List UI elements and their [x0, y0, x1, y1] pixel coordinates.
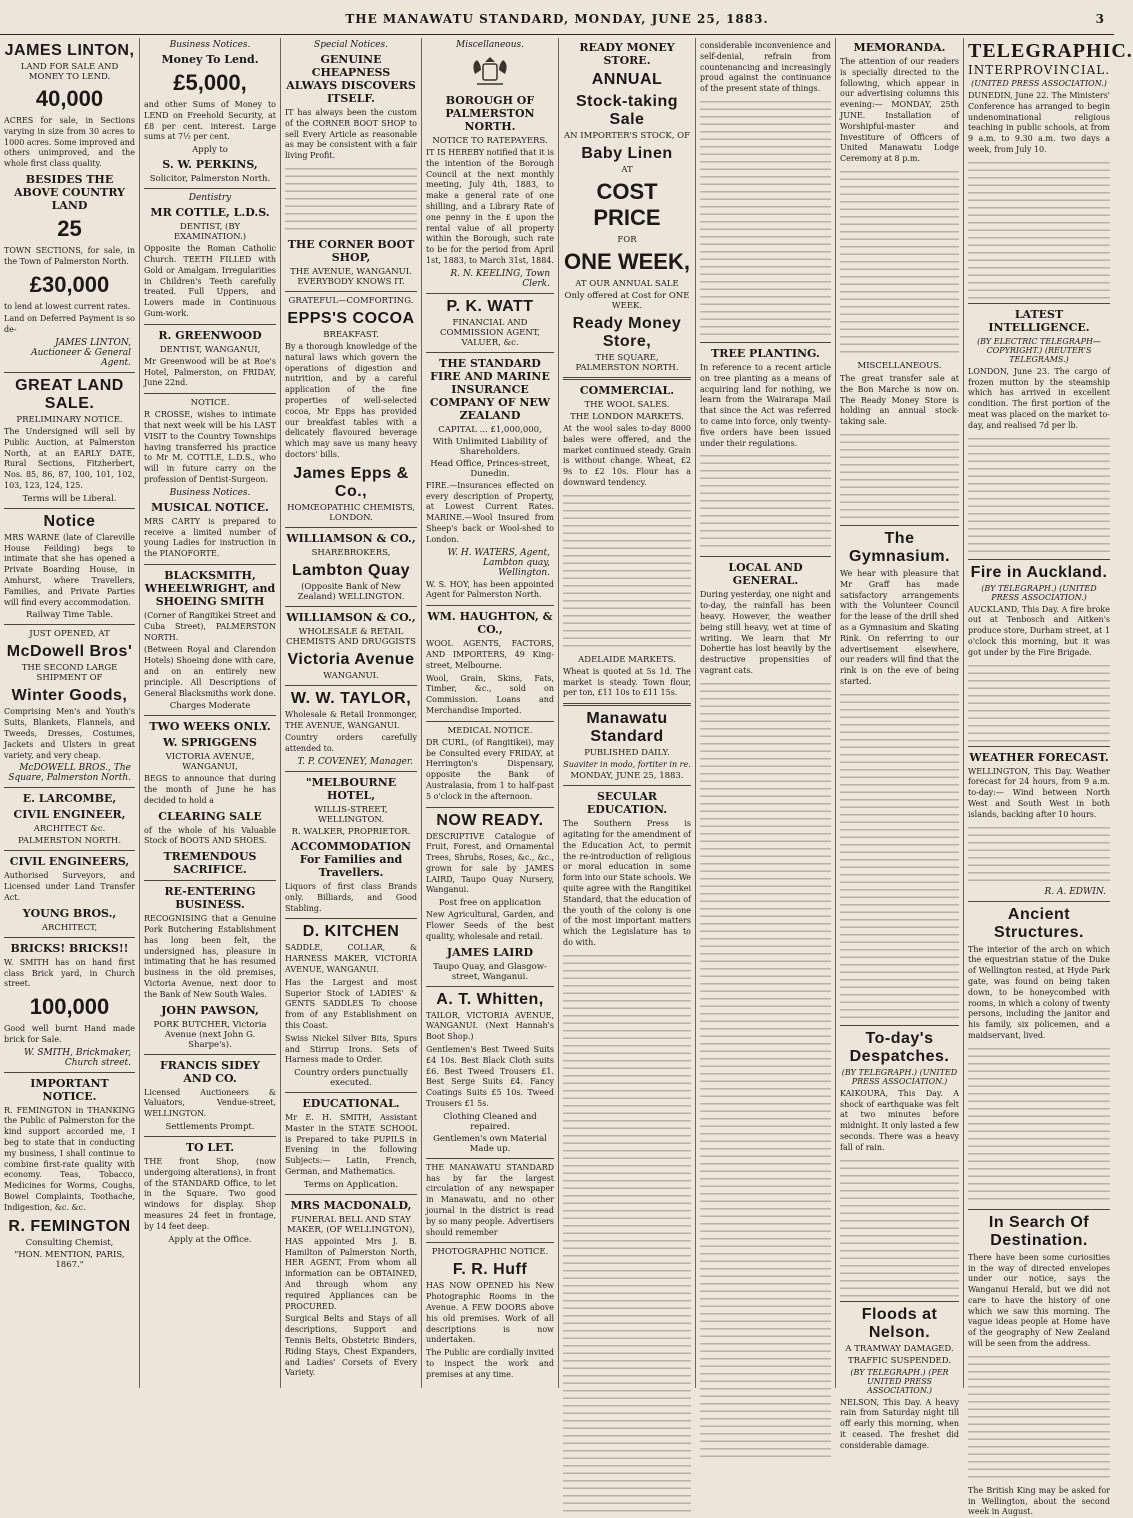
divider: [563, 785, 691, 786]
royal-text: The British King may be asked for in Wellington, about the second week in August.: [968, 1485, 1110, 1517]
cost-price-heading: COST PRICE: [593, 179, 661, 230]
important-text: R. FEMINGTON in THANKING the Public of Palmerston for the kind support accorded me, I beg to state that in conducting my business, I shall continue to combine first-rate quality with economy. Teas, Tobacco, Medicines for Worms, Coughs, Bowel Complaints, Toothache, Indigestion, &c. &c.: [4, 1105, 135, 1212]
misc-text: The great transfer sale at the Bon Marche is now on. The Ready Money Store is holding an annual stock-taking sale.: [840, 373, 959, 427]
taylor-sub: Wholesale & Retail Ironmonger, THE AVENUE, WANGANUI.: [285, 709, 417, 730]
one-week-heading: ONE WEEK,: [564, 249, 690, 274]
money-amount: £5,000,: [173, 70, 247, 95]
divider: [968, 746, 1110, 747]
sidey-sub: Licensed Auctioneers & Valuators, Vendue-street, WELLINGTON.: [144, 1087, 276, 1119]
adelaide-text: Wheat is quoted at 5s 1d. The market is steady. Town flour, per ton, £11 10s to £11 15s.: [563, 666, 691, 698]
latest-byline: (BY ELECTRIC TELEGRAPH—COPYRIGHT.) (REUTER'S TELEGRAMS.): [977, 336, 1101, 364]
hoy-text: W. S. HOY, has been appointed Agent for Palmerston North.: [426, 579, 554, 600]
divider: [144, 1054, 276, 1055]
latest-heading: LATEST INTELLIGENCE.: [988, 307, 1090, 334]
at-our-text: AT OUR ANNUAL SALE: [575, 279, 679, 289]
wanganui: WANGANUI.: [323, 670, 379, 681]
divider: [426, 1242, 554, 1243]
invited-text: The Public are cordially invited to inspect the work and premises at any time.: [426, 1348, 554, 1379]
cottle-text: Opposite the Roman Catholic Church. TEETH FILLED with Gold or Amalgam. Irregularities in Children's Teeth carefully treated. Full Uppers, and Lowers made in Continuous Gum-work.: [144, 244, 276, 318]
epps-sub: HOMŒOPATHIC CHEMISTS, LONDON.: [287, 502, 415, 523]
notice-text: MRS WARNE (late of Clareville House Feilding) begs to intimate that she has opened a Private Boarding House, in Amhurst, where Travellers, Families, and Private Parties will find every accommodation.: [4, 532, 135, 607]
motto: Suaviter in modo, fortiter in re.: [563, 760, 691, 770]
wool-heading: THE WOOL SALES.: [584, 400, 670, 410]
kitchen-text: Has the Largest and most Superior Stock of LADIES' & GENTS SADDLES To choose from of any Establishment on this Coast.: [285, 977, 417, 1030]
local-heading: LOCAL AND GENERAL.: [728, 561, 803, 588]
divider: [144, 880, 276, 881]
clearing-heading: CLEARING SALE: [158, 809, 262, 823]
waters-sig: W. H. WATERS, Agent, Lambton quay, Wellington.: [447, 547, 550, 578]
hon-mention: "HON. MENTION, PARIS, 1867.": [14, 1249, 125, 1270]
tele-byline: (UNITED PRESS ASSOCIATION.): [971, 79, 1107, 88]
second-shipment: THE SECOND LARGE SHIPMENT OF: [21, 663, 118, 684]
watt-sub: FINANCIAL AND COMMISSION AGENT, VALUER, &c.: [440, 317, 540, 348]
floods-text: NELSON, This Day. A heavy rain from Saturday night till off early this morning, when it ceased. The freshet did considerable damage.: [840, 1397, 959, 1450]
blacksmith-text: (Between Royal and Clarendon Hotels) Shoeing done with care, and on an entirely new principle. All Descriptions of General Blacksmiths work done.: [144, 645, 276, 698]
divider: [426, 986, 554, 987]
whitten-sub: TAILOR, VICTORIA AVENUE, WANGANUI. (Next Hannah's Boot Shop.): [426, 1010, 554, 1042]
bricks-number-text: Good well burnt Hand made brick for Sale.: [4, 1024, 135, 1044]
column-7: [836, 38, 964, 1450]
column-1: [0, 38, 140, 1388]
watt-heading: P. K. WATT: [446, 297, 534, 315]
winter-goods-heading: Winter Goods,: [11, 687, 128, 705]
terms-text: Terms on Application.: [303, 1179, 399, 1190]
divider: [285, 1092, 417, 1093]
tele-text: DUNEDIN, June 22. The Ministers' Conference has arranged to begin undenominational religious teaching in public schools, at from 9 a.m. to 9.30 a.m. two days a week, from July 10.: [968, 91, 1110, 154]
divider: [426, 807, 554, 808]
misc-text-block: [840, 431, 959, 521]
notice-text: R CROSSE, wishes to intimate that next week will be his LAST VISIT to the Country Townships having transferred his practice to Mr M. COTTLE, L.D.S., who will in future carry on the profession of Dentist-Surgeon.: [144, 410, 276, 484]
for-text: FOR: [617, 235, 637, 245]
now-ready-heading: NOW READY.: [436, 811, 544, 829]
smith-sig: W. SMITH, Brickmaker, Church street.: [23, 1047, 131, 1068]
accommodation-heading: ACCOMMODATION For Families and Travellers.: [290, 839, 411, 879]
keeling-sig: R. N. KEELING, Town Clerk.: [450, 268, 550, 289]
sections-number: 25: [57, 215, 82, 241]
office-text: Apply at the Office.: [168, 1234, 252, 1245]
educational-heading: EDUCATIONAL.: [302, 1097, 400, 1111]
column-2: [140, 38, 281, 1388]
femington-sub: Consulting Chemist,: [25, 1237, 114, 1248]
local-text: During yesterday, one night and to-day, the rainfall has been heavy. However, the weather being still heavy, wet at time of writing. We learn that Mr Dohertie has lost heavily by the destructive propensities of vagrant cats.: [700, 590, 831, 675]
epps-co: James Epps & Co.,: [293, 464, 409, 500]
laird-heading: JAMES LAIRD: [446, 945, 534, 959]
saddles-text: Swiss Nickel Silver Bits, Spurs and Stirrup Irons. Sets of Harness made to Order.: [285, 1033, 417, 1065]
divider: [563, 703, 691, 706]
bricks-number: 100,000: [29, 994, 110, 1020]
divider: [426, 605, 554, 606]
architect: ARCHITECT &c.: [33, 824, 106, 835]
misc-heading: MISCELLANEOUS.: [857, 360, 942, 371]
weather-heading: WEATHER FORECAST.: [969, 750, 1109, 764]
weather-text: WELLINGTON, This Day. Weather forecast for 24 hours, from 9 a.m. to-day:— Wind between North West and South West in both islands, backing after 10 hours.: [968, 766, 1110, 819]
tree-text: In reference to a recent article on tree planting as a means of acquiring land for nothing, we learn from the Wairarapa Mail that since the Act was referred to came into force, only twenty-five orders have been issued under their regulations.: [700, 362, 831, 448]
huff-text: HAS NOW OPENED his New Photographic Rooms in the Avenue. A FEW DOORS above his old premises. Work of all descriptions is now undertaken.: [426, 1281, 554, 1345]
palmerston: PALMERSTON NORTH.: [17, 836, 122, 847]
money-heading: Money To Lend.: [161, 53, 259, 66]
despatches-heading: To-day's Despatches.: [849, 1029, 950, 1065]
search-text-block: [968, 1353, 1110, 1483]
dentistry-header: Dentistry: [188, 193, 232, 204]
williamson2-heading: WILLIAMSON & CO.,: [286, 610, 416, 624]
manawatu-text: THE MANAWATU STANDARD has by far the largest circulation of any newspaper in Manawatu, and no other journal in the district is read by so many people. Advertisers should remember: [426, 1162, 554, 1237]
lend-amount: £30,000: [29, 271, 110, 297]
reentering-heading: RE-ENTERING BUSINESS.: [164, 885, 256, 912]
greenwood-text: Mr Greenwood will be at Roe's Hotel, Palmerston, on FRIDAY, June 22nd.: [144, 356, 276, 388]
despatch-byline: (BY TELEGRAPH.) (UNITED PRESS ASSOCIATION.): [841, 1067, 958, 1086]
prelim-heading: PRELIMINARY NOTICE.: [16, 414, 123, 425]
memoranda-heading: MEMORANDA.: [853, 41, 946, 54]
edwin-sig: R. A. EDWIN.: [1044, 886, 1106, 897]
mcdowell-heading: McDowell Bros': [6, 643, 133, 661]
epps-heading: EPPS'S COCOA: [287, 309, 415, 327]
gym-text: We hear with pleasure that Mr Graff has made satisfactory arrangements with the Volunteer Council for the lease of the drill shed as a Gymnasium and Skating Rink. On referring to our advertisement elsewhere, our readers will find that the rink is on the eve of being started.: [840, 568, 959, 686]
divider: [563, 377, 691, 380]
gymnasium-heading: The Gymnasium.: [848, 529, 951, 565]
divider: [840, 1025, 959, 1026]
acres-text: ACRES for sale, in Sections varying in size from 30 acres to 1000 acres. Some improved and others unimproved, and the whole first class quality.: [4, 116, 135, 169]
baby-linen-heading: Baby Linen: [581, 145, 673, 162]
medical-text: DR CURL, (of Rangitikei), may be Consulted every FRIDAY, at Herrington's Dispensary, opposite the Bank of Australasia, from 1 to half-past 5 o'clock in the afternoon.: [426, 737, 554, 801]
divider: [426, 1158, 554, 1159]
capital: CAPITAL ... £1,000,000,: [438, 424, 542, 435]
despatch-text-block: [840, 1157, 959, 1297]
lend-text: to lend at lowest current rates.: [4, 301, 131, 311]
medical-heading: MEDICAL NOTICE.: [447, 725, 533, 736]
square-text: THE SQUARE, PALMERSTON NORTH.: [575, 353, 679, 373]
divider: [4, 937, 135, 938]
divider: [968, 1209, 1110, 1210]
ancient-text: The interior of the arch on which the equestrian statue of the Duke of Wellington rested, at Hyde Park gate, was found on being taken down, to be honeycombed with rooms, in which a colony of twenty persons, including the janitor and his family, six policemen, and a maidservant, lived.: [968, 944, 1110, 1040]
tramway-heading: A TRAMWAY DAMAGED.: [845, 1343, 954, 1354]
post-free: Post free on application: [438, 898, 542, 909]
divider: [144, 188, 276, 189]
commercial-heading: COMMERCIAL.: [579, 384, 675, 397]
divider: [285, 527, 417, 528]
pork-text: RECOGNISING that a Genuine Pork Butchering Establishment has long been felt, the undersigned has, pleasure in intimating that he has resumed business in the old premises, Victoria Avenue, next door to the Bank of New South Wales.: [144, 914, 276, 999]
column-3: [281, 38, 422, 1388]
fire-text: FIRE.—Insurances effected on every description of Property, at Lowest Current Rates. MARINE.—Wool Insured from Sheep's back or Wool-shed to London.: [426, 480, 554, 544]
poem-text-block: [285, 165, 417, 235]
clothing: Clothing Cleaned and repaired.: [443, 1111, 537, 1132]
page-number: 3: [1095, 12, 1104, 26]
divider: [285, 918, 417, 919]
divider: [968, 559, 1110, 560]
cottle-heading: MR COTTLE, L.D.S.: [150, 206, 270, 220]
surveyors-heading: CIVIL ENGINEERS,: [9, 855, 130, 869]
grateful: GRATEFUL—COMFORTING.: [288, 295, 414, 306]
melbourne-sub: WILLIS-STREET, WELLINGTON.: [314, 804, 388, 825]
surgical-text: Surgical Belts and Stays of all descriptions, Support and Tennis Belts, Obstetric Binders, Riding Stays, Chest Expanders, and Ladies' Corsets of Every Variety.: [285, 1314, 417, 1378]
musical-text: MRS CARTY is prepared to receive a limited number of young Ladies for instruction in the PIANOFORTE.: [144, 516, 276, 559]
perkins-sub: Solicitor, Palmerston North.: [149, 174, 271, 185]
corner-heading: THE CORNER BOOT SHOP,: [287, 237, 415, 264]
editorial-text-block: [563, 952, 691, 1512]
taylor-text: Country orders carefully attended to.: [285, 733, 417, 754]
stocktaking-heading: Stock-taking Sale: [575, 93, 678, 128]
surveyors-sub: Authorised Surveyors, and Licensed under Land Transfer Act.: [4, 871, 135, 902]
haughton-heading: WM. HAUGHTON, & CO.,: [427, 610, 553, 637]
standard-nameplate: Manawatu Standard: [586, 710, 668, 746]
search-text: There have been some curiosities in the way of directed envelopes under our notice, says the Wanganui Herald, but we did not care to have the history of one which we saw this morning. The vague ideas people at Home have of the geography of New Zealand will be seen from the address.: [968, 1252, 1110, 1349]
divider: [4, 1072, 135, 1073]
business-notices-header: Business Notices.: [169, 40, 251, 50]
local-text-block: [700, 680, 831, 1460]
divider: [285, 291, 417, 292]
kitchen-sub: SADDLE, COLLAR, & HARNESS MAKER, VICTORIA AVENUE, WANGANUI.: [285, 943, 417, 974]
settlements: Settlements Prompt.: [165, 1122, 255, 1133]
divider: [968, 303, 1110, 304]
latest-text: LONDON, June 23. The cargo of frozen mutton by the steamship which has arrived in excellent condition. The first portion of the meat was placed on the market to-day, and realised 7d per lb.: [968, 366, 1110, 430]
two-weeks-heading: TWO WEEKS ONLY.: [149, 720, 271, 734]
memo-text-block: [840, 168, 959, 358]
musical-heading: MUSICAL NOTICE.: [151, 500, 269, 514]
lambton-heading: Lambton Quay: [291, 561, 410, 579]
editorial-text-block: [700, 98, 831, 338]
genuine-heading: GENUINE CHEAPNESS ALWAYS DISCOVERS ITSELF.: [286, 53, 416, 105]
standard-fire-heading: THE STANDARD FIRE AND MARINE INSURANCE COMPANY OF NEW ZEALAND: [429, 356, 551, 422]
at-text: AT: [621, 165, 633, 175]
terms-text: Terms will be Liberal.: [22, 493, 117, 504]
divider: [144, 715, 276, 716]
ready-money-heading: READY MONEY STORE.: [579, 41, 675, 67]
divider: [700, 342, 831, 343]
divider: [4, 787, 135, 788]
divider: [426, 721, 554, 722]
tree-heading: TREE PLANTING.: [711, 346, 820, 360]
divider: [285, 685, 417, 686]
head-office: Head Office, Princes-street, Dunedin.: [430, 458, 550, 479]
acres-number: 40,000: [35, 86, 104, 111]
divider: [4, 850, 135, 851]
catalogue-text: DESCRIPTIVE Catalogue of Fruit, Forest, and Ornamental Trees, Shrubs, Roses, &c., &c., grown for sale by JAMES LAIRD, Taupo Quay Nursery, Wanganui.: [426, 831, 554, 895]
divider: [4, 372, 135, 373]
macdonald-text: HAS appointed Mrs J. B. Hamilton of Palmerston North, HER AGENT, From whom all information can be OBTAINED, And through whom any required Appliances can be PROCURED.: [285, 1236, 417, 1311]
charges: Charges Moderate: [169, 701, 251, 712]
railway-text: Railway Time Table.: [25, 610, 114, 621]
country-orders: Country orders punctually executed.: [294, 1068, 408, 1089]
coveney-sig: T. P. COVENEY, Manager.: [297, 756, 413, 767]
williamson-heading: WILLIAMSON & CO.,: [286, 531, 416, 545]
floods-heading: Floods at Nelson.: [861, 1305, 938, 1341]
spriggens-text: BEGS to announce that during the month of June he has decided to hold a: [144, 774, 276, 805]
civil-engineer: CIVIL ENGINEER,: [13, 808, 126, 822]
great-sale-heading: GREAT LAND SALE.: [15, 376, 124, 412]
melbourne-heading: "MELBOURNE HOTEL,: [305, 775, 397, 802]
column-4: [422, 38, 559, 1388]
importer-text: AN IMPORTER'S STOCK, OF: [564, 131, 690, 141]
column-8: [964, 38, 1133, 1517]
divider: [285, 606, 417, 607]
ancient-text-block: [968, 1045, 1110, 1205]
sidey-heading: FRANCIS SIDEY AND CO.: [159, 1058, 261, 1085]
femington-heading: R. FEMINGTON: [8, 1217, 131, 1235]
smith-ed-text: Mr E. H. SMITH, Assistant Master in the STATE SCHOOL is Prepared to take PUPILS in Evening in the following Subjects:— Latin, French, German, and Mathematics.: [285, 1113, 417, 1177]
measure: Gentlemen's own Material Made up.: [433, 1133, 547, 1154]
latest-text-block: [968, 435, 1110, 555]
fire-heading: Fire in Auckland.: [970, 563, 1108, 581]
fire-byline: (BY TELEGRAPH.) (UNITED PRESS ASSOCIATION.): [981, 583, 1097, 602]
telegraphic-heading: TELEGRAPHIC.: [968, 40, 1133, 62]
tele-text-block: [968, 159, 1110, 299]
blacksmith-sub: (Corner of Rangitikei Street and Cuba Street), PALMERSTON NORTH.: [144, 610, 276, 642]
divider: [144, 564, 276, 565]
divider: [285, 1194, 417, 1195]
secular-heading: SECULAR EDUCATION.: [586, 790, 668, 817]
besides-heading: BESIDES THE ABOVE COUNTRY LAND: [14, 172, 125, 212]
deferred-text: Land on Deferred Payment is so de-: [4, 314, 135, 335]
divider: [426, 293, 554, 294]
lambton-sub: (Opposite Bank of New Zealand) WELLINGTON.: [297, 581, 405, 602]
issue-date: MONDAY, JUNE 25, 1883.: [570, 771, 684, 782]
spriggens-heading: W. SPRIGGENS: [163, 736, 257, 750]
sections-text: TOWN SECTIONS, for sale, in the Town of Palmerston North.: [4, 245, 135, 266]
notice-heading: Notice: [43, 512, 96, 530]
suits-text: Gentlemen's Best Tweed Suits £4 10s. Best Black Cloth suits £6. Best Tweed Trousers £1. Best Serge Suits £4. Fancy Coatings Suits £5 10s. Tweed Trousers £1 5s.: [426, 1045, 554, 1109]
secular-text: The Southern Press is agitating for the amendment of the Education Act, to permit the re-introduction of religious or moral education in some form into our State schools. We quite agree with the Rangitikei Standard, that the education of the youth of the colony is one of the most important matters which the Legislature has to do with.: [563, 819, 691, 947]
pawson-sub: PORK BUTCHER, Victoria Avenue (next John G. Sharpe's).: [153, 1019, 267, 1050]
divider: [840, 1301, 959, 1302]
divider: [285, 771, 417, 772]
haughton-sub: WOOL AGENTS, FACTORS, AND IMPORTERS, 49 King-street, Melbourne.: [426, 639, 554, 670]
sacrifice-heading: TREMENDOUS SACRIFICE.: [163, 850, 257, 877]
traffic-heading: TRAFFIC SUSPENDED.: [848, 1355, 951, 1366]
london-text: At the wool sales to-day 8000 bales were offered, and the market continued steady. Grain is without change. Wheat, £2 9s to £2 10s. Flour has a downward tendency.: [563, 424, 691, 487]
published-daily: PUBLISHED DAILY.: [584, 748, 670, 759]
divider: [144, 324, 276, 325]
masthead: [0, 0, 1114, 35]
spriggens-sub: VICTORIA AVENUE, WANGANUI,: [165, 752, 255, 773]
mcdowell-sig: McDOWELL BROS., The Square, Palmerston North.: [8, 763, 131, 784]
cottle-sub: DENTIST, (BY EXAMINATION.): [173, 222, 247, 243]
column-5: [559, 38, 696, 1388]
epps-text: By a thorough knowledge of the natural laws which govern the operations of digestion and nutrition, and by a careful application of the fine properties of well-selected cocoa, Mr Epps has provided our breakfast tables with a delicately flavoured beverage which may save us many heavy doctors' bills.: [285, 341, 417, 459]
despatch-text: KAIKOURA, This Day. A shock of earthquake was felt at two minutes before midnight. It only lasted a few seconds. There was a heavy fall of rain.: [840, 1088, 959, 1152]
important-heading: IMPORTANT NOTICE.: [30, 1076, 109, 1103]
divider: [426, 352, 554, 353]
memo-text: The attention of our readers is specially directed to the following, which appear in our advertising columns this evening:— MONDAY, 25th JUNE. Installation of Worshipful-master and Investiture of Officers of United Manawatu Lodge Ceremony at 8 p.m.: [840, 57, 959, 164]
kitchen-heading: D. KITCHEN: [302, 923, 400, 941]
editorial-continued: considerable inconvenience and self-denial, refrain from countenancing and increasingly proud against the continuance of the present state of things.: [700, 41, 831, 94]
borough-heading: BOROUGH OF PALMERSTON NORTH.: [445, 94, 535, 133]
sale-text: The Undersigned will sell by Public Auction, at Palmerston North, at an EARLY DATE, Rural Sections, Fitzherbert, Nos. 85, 86, 87, 100, 101, 102, 103, 123, 124, 125.: [4, 426, 135, 490]
fire-text: AUCKLAND, This Day. A fire broke out at Tenbosch and Aitken's produce store, Durham street, at 1 o'clock this morning, but it was got under by the Fire Brigade.: [968, 604, 1110, 657]
pawson-heading: JOHN PAWSON,: [161, 1003, 259, 1017]
tree-text-block: [700, 452, 831, 552]
rate-text: IT IS HEREBY notified that it is the intention of the Borough Council at the next monthly meeting, July 4th, 1883, to make a general rate of one shilling, and a Library Rate of one penny in the £ upon the rental value of all property within the Borough, such rate to be for the period from April 1st, 1883, to March 31st, 1884.: [426, 148, 554, 265]
floods-byline: (BY TELEGRAPH.) (PER UNITED PRESS ASSOCIATION.): [850, 1367, 949, 1395]
larcombe-heading: E. LARCOMBE,: [22, 792, 117, 806]
column-6: [696, 38, 836, 1388]
williamson2-sub: WHOLESALE & RETAIL CHEMISTS AND DRUGGISTS: [286, 626, 416, 647]
haughton-text: Wool, Grain, Skins, Fats, Timber, &c., sold on Commission. Loans and Merchandise Imported.: [426, 673, 554, 715]
london-heading: THE LONDON MARKETS.: [570, 412, 684, 422]
divider: [144, 393, 276, 394]
to-let-heading: TO LET.: [185, 1141, 235, 1155]
royal-crest-icon: [467, 54, 513, 90]
genuine-text: IT has always been the custom of the CORNER BOOT SHOP to sell Every Article as reasonable as may be consistent with a fair living Profit.: [285, 108, 417, 161]
huff-heading: F. R. Huff: [452, 1261, 528, 1279]
auctioneer-sig: JAMES LINTON, Auctioneer & General Agent.: [31, 337, 131, 368]
gym-text-block: [840, 691, 959, 1021]
young-heading: YOUNG BROS.,: [22, 906, 117, 920]
apply-to: Apply to: [192, 145, 228, 156]
divider: [4, 508, 135, 509]
victoria-heading: Victoria Avenue: [287, 650, 415, 668]
macdonald-heading: MRS MACDONALD,: [290, 1198, 412, 1212]
bricks-heading: BRICKS! BRICKS!!: [10, 941, 129, 955]
capital-sub: With Unlimited Liability of Shareholders.: [432, 436, 548, 457]
greenwood-sub: DENTIST, WANGANUI,: [159, 344, 261, 355]
perkins-name: S. W. PERKINS,: [162, 158, 258, 172]
ancient-heading: Ancient Structures.: [994, 905, 1084, 941]
laird-sub: Taupo Quay, and Glasgow-street, Wanganui.: [433, 961, 547, 982]
interprovincial-heading: INTERPROVINCIAL.: [968, 63, 1111, 77]
whitten-heading: A. T. Whitten,: [436, 990, 544, 1008]
divider: [700, 556, 831, 557]
to-let-text: THE front Shop, (now undergoing alterations), in front of the STANDARD Office, to let in the Square. Two good windows for display. Shop measures 24 feet in frontage, by 14 feet deep.: [144, 1157, 276, 1231]
williamson-sub: SHAREBROKERS,: [311, 547, 391, 558]
adelaide-heading: ADELAIDE MARKETS.: [578, 654, 676, 665]
ratepayers-heading: NOTICE TO RATEPAYERS.: [432, 136, 548, 146]
money-text: and other Sums of Money to LEND on Freehold Security, at £8 per cent. interest. Large sums at 7½ per cent.: [144, 100, 276, 142]
winter-text: Comprising Men's and Youth's Suits, Blankets, Flannels, and Tweeds, Dresses, Costumes, Jackets and Ulsters in great variety, and very cheap.: [4, 707, 135, 760]
divider: [840, 525, 959, 526]
young-sub: ARCHITECT,: [41, 922, 98, 933]
annual-heading: ANNUAL: [591, 71, 663, 88]
fire-text-block: [968, 662, 1110, 742]
walker: R. WALKER, PROPRIETOR.: [291, 826, 411, 837]
market-text-block: [563, 492, 691, 652]
divider: [968, 901, 1110, 902]
miscellaneous-header: Miscellaneous.: [455, 40, 525, 50]
corner-sub: THE AVENUE, WANGANUI. EVERYBODY KNOWS IT.: [290, 266, 412, 287]
seeds-text: New Agricultural, Garden, and Flower Seeds of the best quality, wholesale and retail.: [426, 910, 554, 941]
liquors-text: Liquors of first class Brands only. Billiards, and Good Stabling.: [285, 881, 417, 913]
weather-text-block: [968, 824, 1110, 884]
search-heading: In Search Of Destination.: [988, 1213, 1090, 1249]
linton-sub: LAND FOR SALE AND MONEY TO LEND.: [20, 62, 119, 82]
breakfast: BREAKFAST.: [323, 329, 379, 340]
just-opened: JUST OPENED, AT: [29, 629, 110, 640]
clearing-text: of the whole of his Valuable Stock of BOOTS AND SHOES.: [144, 825, 276, 846]
only-text: Only offered at Cost for ONE WEEK.: [564, 291, 690, 311]
bricks-text: W. SMITH has on hand first class Brick yard, in Church street.: [4, 957, 135, 989]
special-notices-header: Special Notices.: [314, 40, 388, 50]
linton-heading: JAMES LINTON,: [4, 42, 135, 59]
store-heading: Ready Money Store,: [572, 315, 682, 350]
blacksmith-heading: BLACKSMITH, WHEELWRIGHT, and SHOEING SMITH: [144, 568, 276, 608]
photo-heading: PHOTOGRAPHIC NOTICE.: [431, 1247, 549, 1258]
notice-heading: NOTICE.: [190, 398, 230, 409]
masthead-title: THE MANAWATU STANDARD, MONDAY, JUNE 25, 1883.: [345, 12, 769, 26]
macdonald-sub: FUNERAL BELL AND STAY MAKER, (OF WELLINGTON),: [287, 1214, 415, 1235]
taylor-heading: W. W. TAYLOR,: [290, 689, 412, 707]
greenwood-heading: R. GREENWOOD: [158, 328, 262, 342]
divider: [4, 624, 135, 625]
business-notices-header: Business Notices.: [169, 487, 251, 498]
divider: [144, 1136, 276, 1137]
